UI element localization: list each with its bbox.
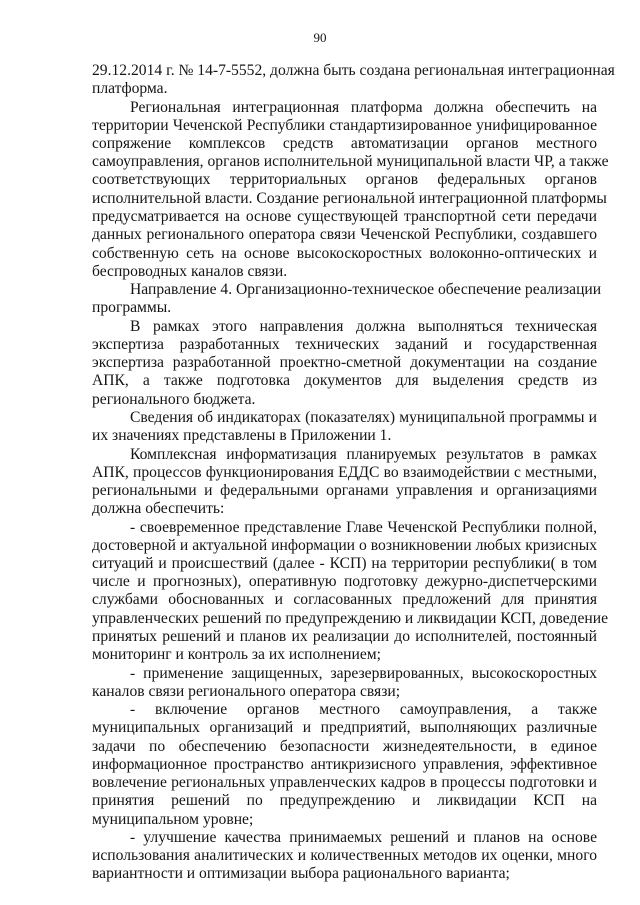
text-line: вовлечение региональных управленческих кадров в процессы подготовки и <box>92 774 597 791</box>
text-line: Комплексная информатизация планируемых результатов в рамках <box>130 446 597 463</box>
text-line: самоуправления, органов исполнительной муниципальной власти ЧР, а также <box>92 153 609 170</box>
text-line: задачи по обеспечению безопасности жизнедеятельности, в единое <box>92 738 597 755</box>
text-line: АПК, а также подготовка документов для выделения средств из <box>92 372 597 389</box>
text-line: информационное пространство антикризисного управления, эффективное <box>92 756 597 773</box>
text-line: сопряжение комплексов средств автоматизации органов местного <box>92 135 597 152</box>
text-line: экспертиза разработанных технических заданий и государственная <box>92 336 597 353</box>
text-line: использования аналитических и количественных методов их оценки, много <box>92 847 597 864</box>
text-line: 29.12.2014 г. № 14-7-5552, должна быть создана региональная интеграционная <box>92 62 615 79</box>
text-line: данных регионального оператора связи Чеченской Республики, создавшего <box>92 226 597 243</box>
text-line: исполнительной власти. Создание региональной интеграционной платформы <box>92 190 607 207</box>
text-line: Региональная интеграционная платформа должна обеспечить на <box>130 99 597 116</box>
page-number: 90 <box>313 30 327 45</box>
text-line: каналов связи регионального оператора связи; <box>92 683 401 700</box>
text-line: достоверной и актуальной информации о возникновении любых кризисных <box>92 537 597 554</box>
text-line: программы. <box>92 299 172 316</box>
text-line: принятых решений и планов их реализации до исполнителей, постоянный <box>92 628 597 645</box>
text-line: должна обеспечить: <box>92 500 225 517</box>
text-line: экспертиза разработанной проектно-сметной документации на создание <box>92 354 597 371</box>
text-line: территории Чеченской Республики стандартизированное унифицированное <box>92 117 597 134</box>
text-line: В рамках этого направления должна выполняться техническая <box>130 318 597 335</box>
text-line: управленческих решений по предупреждению и ликвидации КСП, доведение <box>92 610 608 627</box>
text-line: ситуаций и происшествий (далее - КСП) на территории республики( в том <box>92 555 597 572</box>
text-line: - своевременное представление Главе Чеченской Республики полной, <box>130 519 597 536</box>
text-line: регионального бюджета. <box>92 391 256 408</box>
text-line: муниципальном уровне; <box>92 811 254 828</box>
text-line: Сведения об индикаторах (показателях) муниципальной программы и <box>130 409 597 426</box>
text-line: муниципальных организаций и предприятий, выполняющих различные <box>92 719 597 736</box>
text-line: соответствующих территориальных органов федеральных органов <box>92 171 597 188</box>
text-line: - применение защищенных, зарезервированных, высокоскоростных <box>130 665 597 682</box>
text-line: - улучшение качества принимаемых решений и планов на основе <box>130 829 597 846</box>
text-line: принятия решений по предупреждению и ликвидации КСП на <box>92 792 597 809</box>
text-line: собственную сеть на основе высокоскоростных волоконно-оптических и <box>92 245 597 262</box>
text-line: - включение органов местного самоуправления, а также <box>130 701 597 718</box>
text-line: вариантности и оптимизации выбора рационального варианта; <box>92 865 510 882</box>
text-line: предусматривается на основе существующей транспортной сети передачи <box>92 208 597 225</box>
text-line: региональными и федеральными органами управления и организациями <box>92 482 597 499</box>
text-line: платформа. <box>92 80 168 97</box>
text-line: службами обоснованных и согласованных предложений для принятия <box>92 591 597 608</box>
text-line: беспроводных каналов связи. <box>92 263 288 280</box>
text-line: АПК, процессов функционирования ЕДДС во взаимодействии с местными, <box>92 464 597 481</box>
text-line: мониторинг и контроль за их исполнением; <box>92 646 381 663</box>
text-line: их значениях представлены в Приложении 1. <box>92 427 392 444</box>
text-line: числе и прогнозных), оперативную подготовку дежурно-диспетчерскими <box>92 573 597 590</box>
text-line: Направление 4. Организационно-техническое обеспечение реализации <box>130 281 602 298</box>
